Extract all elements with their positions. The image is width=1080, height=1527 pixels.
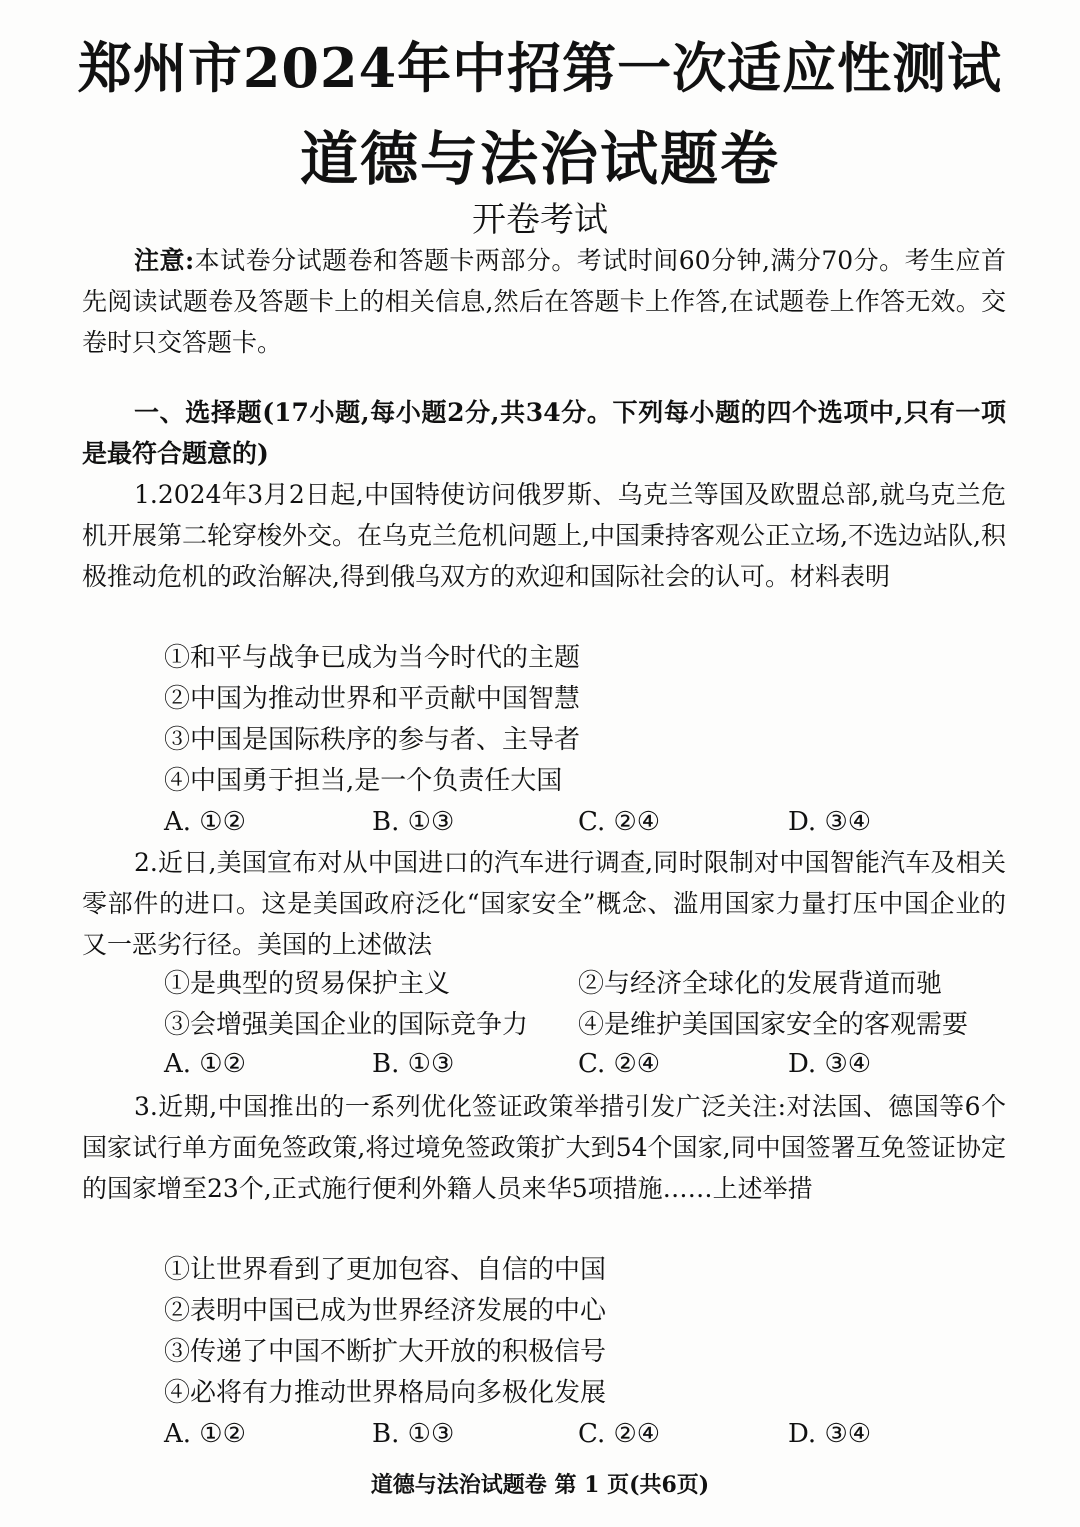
question-2-stem: 2.近日,美国宣布对从中国进口的汽车进行调查,同时限制对中国智能汽车及相关零部件的进口。这是美国政府泛化“国家安全”概念、滥用国家力量打压中国企业的又一恶劣行径。美国的上述做法 [82, 848, 1006, 959]
question-3-statement-4: ④必将有力推动世界格局向多极化发展 [164, 1378, 607, 1408]
question-3-option-b: B. ①③ [372, 1419, 455, 1449]
question-3-statement-1: ①让世界看到了更加包容、自信的中国 [164, 1255, 607, 1285]
question-3-option-c: C. ②④ [578, 1419, 661, 1449]
question-3-option-a: A. ①② [164, 1419, 246, 1449]
question-1-statement-4: ④中国勇于担当,是一个负责任大国 [164, 766, 563, 796]
question-2-option-a: A. ①② [164, 1049, 246, 1079]
question-1-statement-3: ③中国是国际秩序的参与者、主导者 [164, 725, 581, 755]
question-1-stem: 1.2024年3月2日起,中国特使访问俄罗斯、乌克兰等国及欧盟总部,就乌克兰危机开展第二轮穿梭外交。在乌克兰危机问题上,中国秉持客观公正立场,不选边站队,积极推动危机的政治解决,得到俄乌双方的欢迎和国际社会的认可。材料表明 [82, 480, 1006, 591]
question-1-option-a: A. ①② [164, 807, 246, 837]
question-2-statement-3: ③会增强美国企业的国际竞争力 [164, 1010, 529, 1040]
notice-text: 本试卷分试题卷和答题卡两部分。考试时间60分钟,满分70分。考生应首先阅读试题卷及答题卡上的相关信息,然后在答题卡上作答,在试题卷上作答无效。交卷时只交答题卡。 [82, 246, 1006, 357]
question-2-statement-4: ④是维护美国国家安全的客观需要 [578, 1010, 969, 1040]
question-2-statement-1: ①是典型的贸易保护主义 [164, 969, 451, 999]
notice-label: 注意: [134, 246, 195, 275]
question-1-option-b: B. ①③ [372, 807, 455, 837]
question-3-statement-2: ②表明中国已成为世界经济发展的中心 [164, 1296, 607, 1326]
question-3-option-d: D. ③④ [788, 1419, 872, 1449]
question-1-option-d: D. ③④ [788, 807, 872, 837]
question-2-option-d: D. ③④ [788, 1049, 872, 1079]
question-1-statement-1: ①和平与战争已成为当今时代的主题 [164, 643, 581, 673]
question-2-statement-2: ②与经济全球化的发展背道而驰 [578, 969, 943, 999]
page-footer: 道德与法治试题卷 第 1 页(共6页) [370, 1472, 710, 1498]
question-2-option-b: B. ①③ [372, 1049, 455, 1079]
question-3-stem: 3.近期,中国推出的一系列优化签证政策举措引发广泛关注:对法国、德国等6个国家试行单方面免签政策,将过境免签政策扩大到54个国家,同中国签署互免签证协定的国家增至23个,正式施行便利外籍人员来华5项措施……上述举措 [82, 1092, 1006, 1203]
exam-title: 郑州市2024年中招第一次适应性测试 [77, 36, 1003, 100]
question-2-option-c: C. ②④ [578, 1049, 661, 1079]
notice-paragraph [82, 240, 1006, 363]
section-heading: 一、选择题(17小题,每小题2分,共34分。下列每小题的四个选项中,只有一项是最符合题意的) [82, 398, 1006, 468]
exam-type: 开卷考试 [472, 200, 608, 240]
question-1-option-c: C. ②④ [578, 807, 661, 837]
question-3-statement-3: ③传递了中国不断扩大开放的积极信号 [164, 1337, 607, 1367]
question-1-statement-2: ②中国为推动世界和平贡献中国智慧 [164, 684, 581, 714]
exam-subject-title: 道德与法治试题卷 [299, 125, 780, 193]
